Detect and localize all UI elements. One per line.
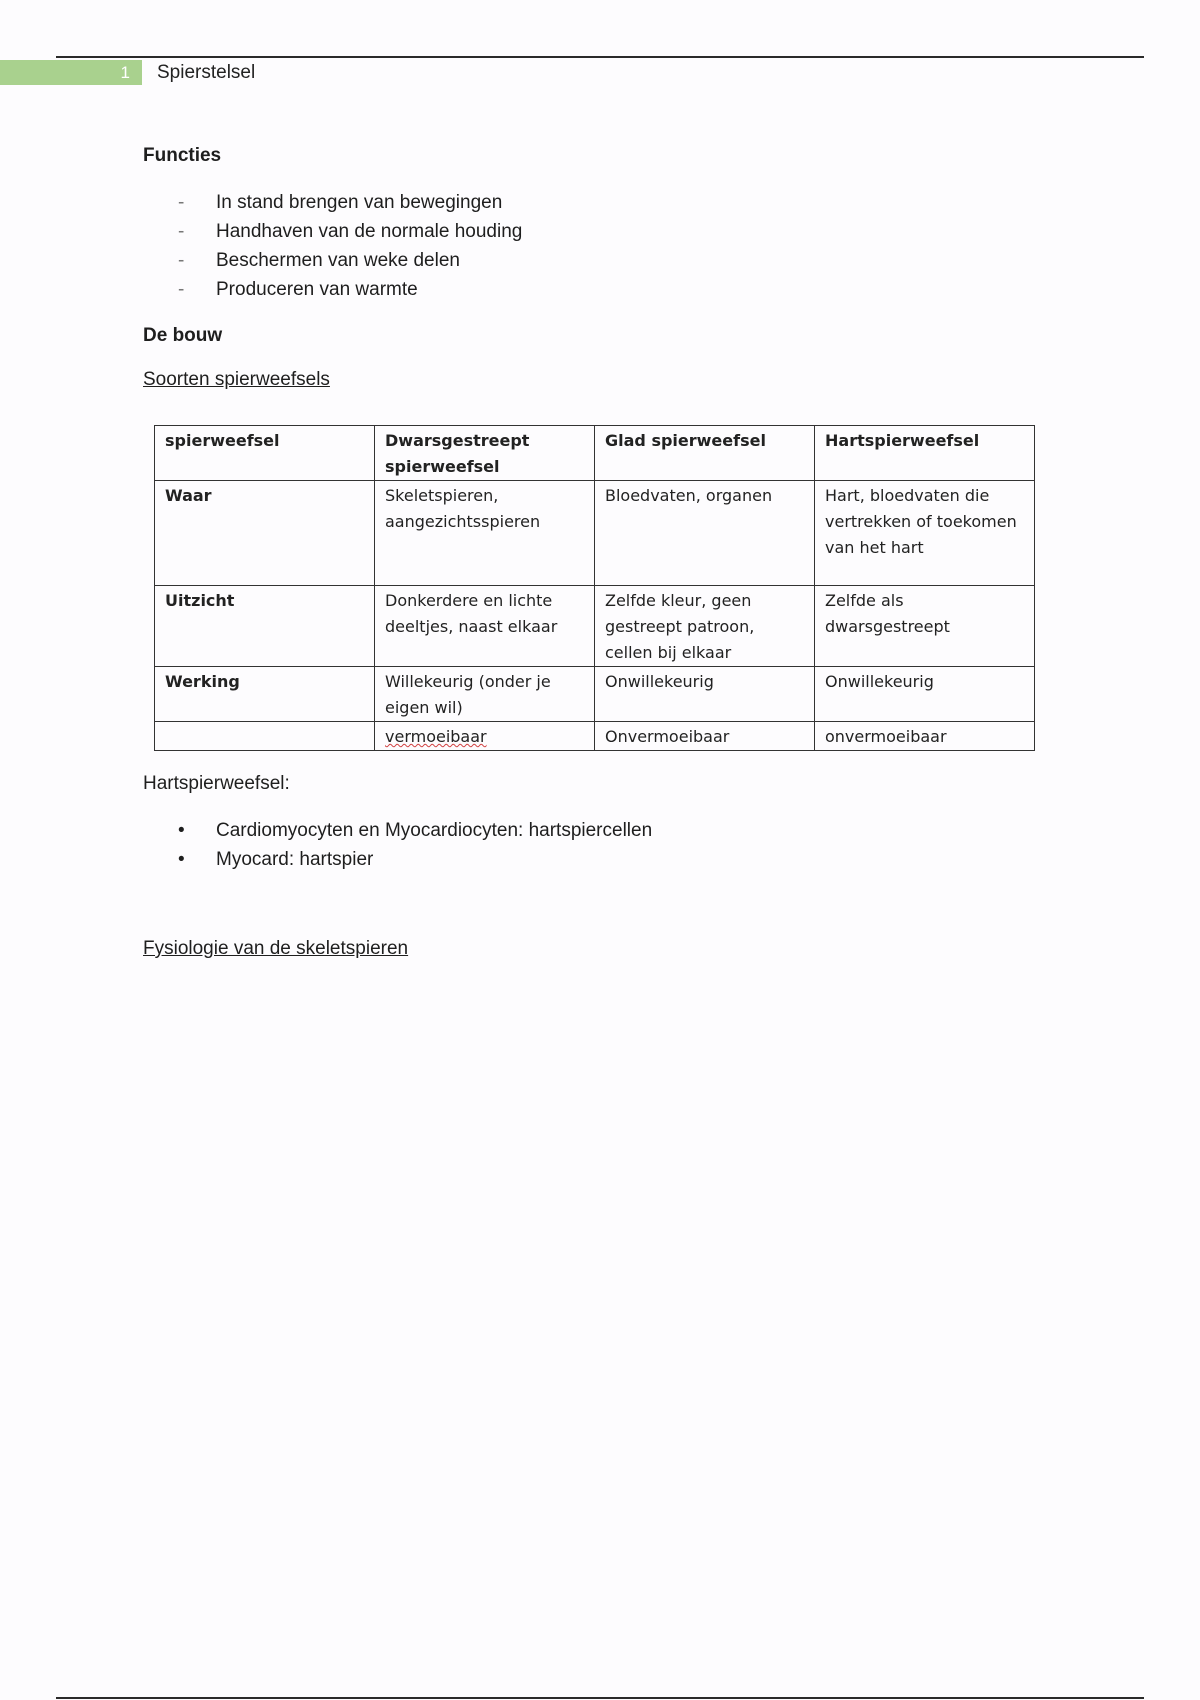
soorten-subheading: Soorten spierweefsels [143, 369, 330, 390]
table-header-cell: Dwarsgestreept spierweefsel [375, 426, 595, 481]
table-header-cell: Hartspierweefsel [815, 426, 1035, 481]
footer-rule [56, 1697, 1144, 1699]
spierweefsel-table [154, 425, 1035, 751]
page-number-badge: 1 [0, 60, 142, 85]
functies-list [178, 188, 522, 304]
table-cell: Waar [155, 481, 375, 586]
table-cell: Werking [155, 667, 375, 722]
table-cell: Uitzicht [155, 586, 375, 667]
table-cell: Zelfde kleur, geen gestreept patroon, cellen bij elkaar [595, 586, 815, 667]
table-cell: Zelfde als dwarsgestreept [815, 586, 1035, 667]
table-row [155, 481, 1035, 586]
list-item: • Cardiomyocyten en Myocardiocyten: hartspiercellen [178, 816, 652, 845]
dash-marker: - [178, 221, 185, 242]
list-item: • Myocard: hartspier [178, 845, 652, 874]
dash-marker: - [178, 250, 185, 271]
running-header-title: Spierstelsel [157, 62, 256, 83]
table-cell: Donkerdere en lichte deeltjes, naast elkaar [375, 586, 595, 667]
table-row [155, 586, 1035, 667]
bouw-heading: De bouw [143, 325, 223, 346]
table-cell: onvermoeibaar [815, 722, 1035, 751]
dash-marker: - [178, 279, 185, 300]
fysiologie-subheading: Fysiologie van de skeletspieren [143, 938, 409, 959]
functies-heading: Functies [143, 145, 222, 166]
list-item: - Produceren van warmte [178, 275, 522, 304]
hartspierweefsel-label: Hartspierweefsel: [143, 773, 290, 794]
header-rule [56, 56, 1144, 58]
table-cell [155, 722, 375, 751]
table-cell: Willekeurig (onder je eigen wil) [375, 667, 595, 722]
table-cell: Onwillekeurig [595, 667, 815, 722]
table-cell: Skeletspieren, aangezichtsspieren [375, 481, 595, 586]
table-cell: Bloedvaten, organen [595, 481, 815, 586]
table-cell: Onwillekeurig [815, 667, 1035, 722]
list-item: - Beschermen van weke delen [178, 246, 522, 275]
table-cell: Hart, bloedvaten die vertrekken of toekomen van het hart [815, 481, 1035, 586]
hartspierweefsel-list [178, 816, 652, 874]
list-item: - Handhaven van de normale houding [178, 217, 522, 246]
table-row [155, 722, 1035, 751]
bullet-marker: • [178, 820, 185, 841]
table-row [155, 667, 1035, 722]
list-item: - In stand brengen van bewegingen [178, 188, 522, 217]
dash-marker: - [178, 192, 185, 213]
spellcheck-underlined-text: vermoeibaar [385, 727, 487, 746]
table-cell [375, 722, 595, 751]
bullet-marker: • [178, 849, 185, 870]
table-header-cell: Glad spierweefsel [595, 426, 815, 481]
table-header-row [155, 426, 1035, 481]
table-cell: Onvermoeibaar [595, 722, 815, 751]
table-header-cell: spierweefsel [155, 426, 375, 481]
